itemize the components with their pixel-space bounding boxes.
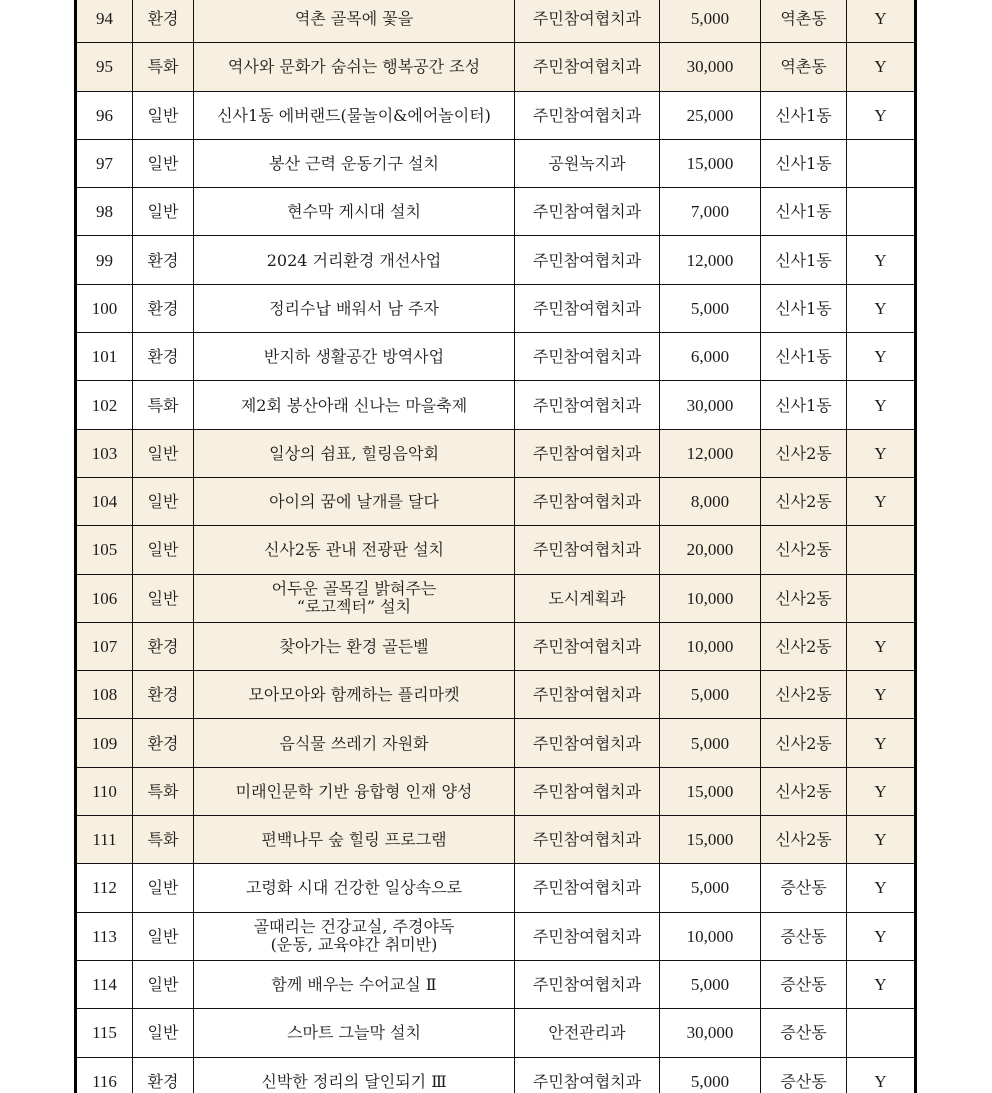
selection-flag-cell: Y bbox=[847, 284, 916, 332]
department-cell: 주민참여협치과 bbox=[515, 333, 660, 381]
department-cell: 주민참여협치과 bbox=[515, 816, 660, 864]
selection-flag-cell bbox=[847, 139, 916, 187]
selection-flag-cell bbox=[847, 1009, 916, 1057]
dong-cell: 신사2동 bbox=[761, 816, 847, 864]
budget-amount-cell: 15,000 bbox=[660, 767, 761, 815]
table-row bbox=[76, 477, 916, 525]
department-cell: 주민참여협치과 bbox=[515, 91, 660, 139]
selection-flag-cell: Y bbox=[847, 864, 916, 912]
department-cell: 주민참여협치과 bbox=[515, 477, 660, 525]
project-name-cell: 정리수납 배워서 남 주자 bbox=[194, 284, 515, 332]
category-cell: 환경 bbox=[133, 622, 194, 670]
selection-flag-cell bbox=[847, 188, 916, 236]
dong-cell: 역촌동 bbox=[761, 43, 847, 91]
project-name-cell: 찾아가는 환경 골든벨 bbox=[194, 622, 515, 670]
row-number-cell: 107 bbox=[76, 622, 133, 670]
row-number-cell: 101 bbox=[76, 333, 133, 381]
budget-amount-cell: 10,000 bbox=[660, 622, 761, 670]
selection-flag-cell: Y bbox=[847, 1057, 916, 1093]
project-name-cell: 모아모아와 함께하는 플리마켓 bbox=[194, 671, 515, 719]
project-name-line2: “로고젝터” 설치 bbox=[296, 597, 412, 617]
project-name-cell: 신박한 정리의 달인되기 Ⅲ bbox=[194, 1057, 515, 1093]
dong-cell: 신사2동 bbox=[761, 767, 847, 815]
table-row bbox=[76, 912, 916, 960]
row-number-cell: 94 bbox=[76, 0, 133, 43]
table-row bbox=[76, 767, 916, 815]
row-number-cell: 116 bbox=[76, 1057, 133, 1093]
table-row bbox=[76, 188, 916, 236]
dong-cell: 신사2동 bbox=[761, 429, 847, 477]
selection-flag-cell: Y bbox=[847, 671, 916, 719]
dong-cell: 증산동 bbox=[761, 960, 847, 1008]
row-number-cell: 96 bbox=[76, 91, 133, 139]
project-name-cell: 편백나무 숲 힐링 프로그램 bbox=[194, 816, 515, 864]
selection-flag-cell: Y bbox=[847, 816, 916, 864]
dong-cell: 신사1동 bbox=[761, 333, 847, 381]
project-name-line1: 골때리는 건강교실, 주경야독 bbox=[253, 917, 455, 937]
dong-cell: 역촌동 bbox=[761, 0, 847, 43]
budget-amount-cell: 30,000 bbox=[660, 43, 761, 91]
selection-flag-cell: Y bbox=[847, 767, 916, 815]
department-cell: 주민참여협치과 bbox=[515, 526, 660, 574]
selection-flag-cell bbox=[847, 574, 916, 622]
table-row bbox=[76, 960, 916, 1008]
table-row bbox=[76, 429, 916, 477]
table-row bbox=[76, 333, 916, 381]
row-number-cell: 103 bbox=[76, 429, 133, 477]
table-row bbox=[76, 526, 916, 574]
dong-cell: 신사1동 bbox=[761, 139, 847, 187]
department-cell: 주민참여협치과 bbox=[515, 236, 660, 284]
budget-amount-cell: 12,000 bbox=[660, 236, 761, 284]
dong-cell: 신사1동 bbox=[761, 236, 847, 284]
dong-cell: 증산동 bbox=[761, 1009, 847, 1057]
table-row bbox=[76, 381, 916, 429]
project-name-cell: 2024 거리환경 개선사업 bbox=[194, 236, 515, 284]
row-number-cell: 115 bbox=[76, 1009, 133, 1057]
table-row bbox=[76, 1009, 916, 1057]
selection-flag-cell: Y bbox=[847, 912, 916, 960]
dong-cell: 신사2동 bbox=[761, 671, 847, 719]
project-name-cell: 함께 배우는 수어교실 Ⅱ bbox=[194, 960, 515, 1008]
project-name-cell: 신사2동 관내 전광판 설치 bbox=[194, 526, 515, 574]
budget-amount-cell: 5,000 bbox=[660, 0, 761, 43]
budget-amount-cell: 25,000 bbox=[660, 91, 761, 139]
dong-cell: 증산동 bbox=[761, 912, 847, 960]
department-cell: 주민참여협치과 bbox=[515, 671, 660, 719]
department-cell: 도시계획과 bbox=[515, 574, 660, 622]
department-cell: 주민참여협치과 bbox=[515, 719, 660, 767]
table-row bbox=[76, 1057, 916, 1093]
row-number-cell: 102 bbox=[76, 381, 133, 429]
budget-amount-cell: 5,000 bbox=[660, 284, 761, 332]
project-name-cell: 아이의 꿈에 날개를 달다 bbox=[194, 477, 515, 525]
selection-flag-cell: Y bbox=[847, 719, 916, 767]
row-number-cell: 95 bbox=[76, 43, 133, 91]
project-name-line1: 어두운 골목길 밝혀주는 bbox=[271, 579, 437, 599]
project-name-cell: 스마트 그늘막 설치 bbox=[194, 1009, 515, 1057]
department-cell: 주민참여협치과 bbox=[515, 43, 660, 91]
dong-cell: 증산동 bbox=[761, 1057, 847, 1093]
table-row bbox=[76, 864, 916, 912]
department-cell: 주민참여협치과 bbox=[515, 1057, 660, 1093]
department-cell: 주민참여협치과 bbox=[515, 429, 660, 477]
budget-amount-cell: 5,000 bbox=[660, 671, 761, 719]
row-number-cell: 97 bbox=[76, 139, 133, 187]
row-number-cell: 111 bbox=[76, 816, 133, 864]
table-row bbox=[76, 236, 916, 284]
dong-cell: 증산동 bbox=[761, 864, 847, 912]
row-number-cell: 106 bbox=[76, 574, 133, 622]
department-cell: 공원녹지과 bbox=[515, 139, 660, 187]
category-cell: 일반 bbox=[133, 526, 194, 574]
table-row bbox=[76, 671, 916, 719]
row-number-cell: 114 bbox=[76, 960, 133, 1008]
dong-cell: 신사1동 bbox=[761, 188, 847, 236]
project-name-cell bbox=[194, 912, 515, 960]
budget-amount-cell: 30,000 bbox=[660, 1009, 761, 1057]
budget-amount-cell: 12,000 bbox=[660, 429, 761, 477]
department-cell: 주민참여협치과 bbox=[515, 284, 660, 332]
category-cell: 특화 bbox=[133, 767, 194, 815]
category-cell: 일반 bbox=[133, 139, 194, 187]
table-row bbox=[76, 622, 916, 670]
category-cell: 환경 bbox=[133, 0, 194, 43]
selection-flag-cell: Y bbox=[847, 477, 916, 525]
dong-cell: 신사2동 bbox=[761, 477, 847, 525]
table-row bbox=[76, 91, 916, 139]
project-name-cell: 음식물 쓰레기 자원화 bbox=[194, 719, 515, 767]
department-cell: 주민참여협치과 bbox=[515, 188, 660, 236]
department-cell: 주민참여협치과 bbox=[515, 864, 660, 912]
category-cell: 특화 bbox=[133, 43, 194, 91]
budget-amount-cell: 8,000 bbox=[660, 477, 761, 525]
department-cell: 주민참여협치과 bbox=[515, 622, 660, 670]
budget-amount-cell: 5,000 bbox=[660, 864, 761, 912]
category-cell: 환경 bbox=[133, 1057, 194, 1093]
row-number-cell: 104 bbox=[76, 477, 133, 525]
category-cell: 환경 bbox=[133, 719, 194, 767]
category-cell: 일반 bbox=[133, 574, 194, 622]
selection-flag-cell: Y bbox=[847, 91, 916, 139]
selection-flag-cell: Y bbox=[847, 333, 916, 381]
project-name-cell: 미래인문학 기반 융합형 인재 양성 bbox=[194, 767, 515, 815]
category-cell: 일반 bbox=[133, 477, 194, 525]
budget-amount-cell: 15,000 bbox=[660, 816, 761, 864]
project-budget-table bbox=[74, 0, 917, 1093]
selection-flag-cell bbox=[847, 526, 916, 574]
category-cell: 일반 bbox=[133, 1009, 194, 1057]
table-row bbox=[76, 0, 916, 43]
project-name-cell: 신사1동 에버랜드(물놀이&에어놀이터) bbox=[194, 91, 515, 139]
department-cell: 주민참여협치과 bbox=[515, 912, 660, 960]
budget-amount-cell: 10,000 bbox=[660, 574, 761, 622]
category-cell: 일반 bbox=[133, 429, 194, 477]
budget-amount-cell: 10,000 bbox=[660, 912, 761, 960]
selection-flag-cell: Y bbox=[847, 960, 916, 1008]
category-cell: 환경 bbox=[133, 236, 194, 284]
category-cell: 환경 bbox=[133, 284, 194, 332]
project-name-line2: (운동, 교육야간 취미반) bbox=[270, 935, 438, 955]
project-name-cell: 봉산 근력 운동기구 설치 bbox=[194, 139, 515, 187]
selection-flag-cell: Y bbox=[847, 622, 916, 670]
project-name-cell: 일상의 쉼표, 힐링음악회 bbox=[194, 429, 515, 477]
row-number-cell: 100 bbox=[76, 284, 133, 332]
project-name-cell: 역촌 골목에 꽃을 bbox=[194, 0, 515, 43]
category-cell: 일반 bbox=[133, 864, 194, 912]
category-cell: 일반 bbox=[133, 188, 194, 236]
budget-amount-cell: 5,000 bbox=[660, 960, 761, 1008]
category-cell: 일반 bbox=[133, 91, 194, 139]
row-number-cell: 109 bbox=[76, 719, 133, 767]
budget-amount-cell: 6,000 bbox=[660, 333, 761, 381]
table-row bbox=[76, 284, 916, 332]
selection-flag-cell: Y bbox=[847, 429, 916, 477]
dong-cell: 신사1동 bbox=[761, 381, 847, 429]
project-name-cell: 현수막 게시대 설치 bbox=[194, 188, 515, 236]
table-row bbox=[76, 719, 916, 767]
table-row bbox=[76, 139, 916, 187]
budget-amount-cell: 20,000 bbox=[660, 526, 761, 574]
selection-flag-cell: Y bbox=[847, 43, 916, 91]
department-cell: 주민참여협치과 bbox=[515, 767, 660, 815]
budget-amount-cell: 15,000 bbox=[660, 139, 761, 187]
dong-cell: 신사2동 bbox=[761, 526, 847, 574]
selection-flag-cell: Y bbox=[847, 236, 916, 284]
selection-flag-cell: Y bbox=[847, 381, 916, 429]
row-number-cell: 105 bbox=[76, 526, 133, 574]
row-number-cell: 99 bbox=[76, 236, 133, 284]
selection-flag-cell: Y bbox=[847, 0, 916, 43]
dong-cell: 신사2동 bbox=[761, 719, 847, 767]
project-name-cell bbox=[194, 574, 515, 622]
dong-cell: 신사1동 bbox=[761, 284, 847, 332]
table-row bbox=[76, 574, 916, 622]
budget-amount-cell: 7,000 bbox=[660, 188, 761, 236]
row-number-cell: 113 bbox=[76, 912, 133, 960]
department-cell: 주민참여협치과 bbox=[515, 960, 660, 1008]
category-cell: 특화 bbox=[133, 816, 194, 864]
budget-amount-cell: 5,000 bbox=[660, 719, 761, 767]
budget-amount-cell: 30,000 bbox=[660, 381, 761, 429]
dong-cell: 신사1동 bbox=[761, 91, 847, 139]
category-cell: 환경 bbox=[133, 671, 194, 719]
table-body bbox=[76, 0, 916, 1093]
category-cell: 특화 bbox=[133, 381, 194, 429]
department-cell: 주민참여협치과 bbox=[515, 381, 660, 429]
dong-cell: 신사2동 bbox=[761, 622, 847, 670]
department-cell: 주민참여협치과 bbox=[515, 0, 660, 43]
category-cell: 환경 bbox=[133, 333, 194, 381]
budget-amount-cell: 5,000 bbox=[660, 1057, 761, 1093]
table-row bbox=[76, 43, 916, 91]
category-cell: 일반 bbox=[133, 912, 194, 960]
department-cell: 안전관리과 bbox=[515, 1009, 660, 1057]
row-number-cell: 112 bbox=[76, 864, 133, 912]
row-number-cell: 108 bbox=[76, 671, 133, 719]
project-name-cell: 고령화 시대 건강한 일상속으로 bbox=[194, 864, 515, 912]
row-number-cell: 98 bbox=[76, 188, 133, 236]
row-number-cell: 110 bbox=[76, 767, 133, 815]
project-name-cell: 역사와 문화가 숨쉬는 행복공간 조성 bbox=[194, 43, 515, 91]
table-row bbox=[76, 816, 916, 864]
dong-cell: 신사2동 bbox=[761, 574, 847, 622]
project-name-cell: 반지하 생활공간 방역사업 bbox=[194, 333, 515, 381]
project-name-cell: 제2회 봉산아래 신나는 마을축제 bbox=[194, 381, 515, 429]
category-cell: 일반 bbox=[133, 960, 194, 1008]
